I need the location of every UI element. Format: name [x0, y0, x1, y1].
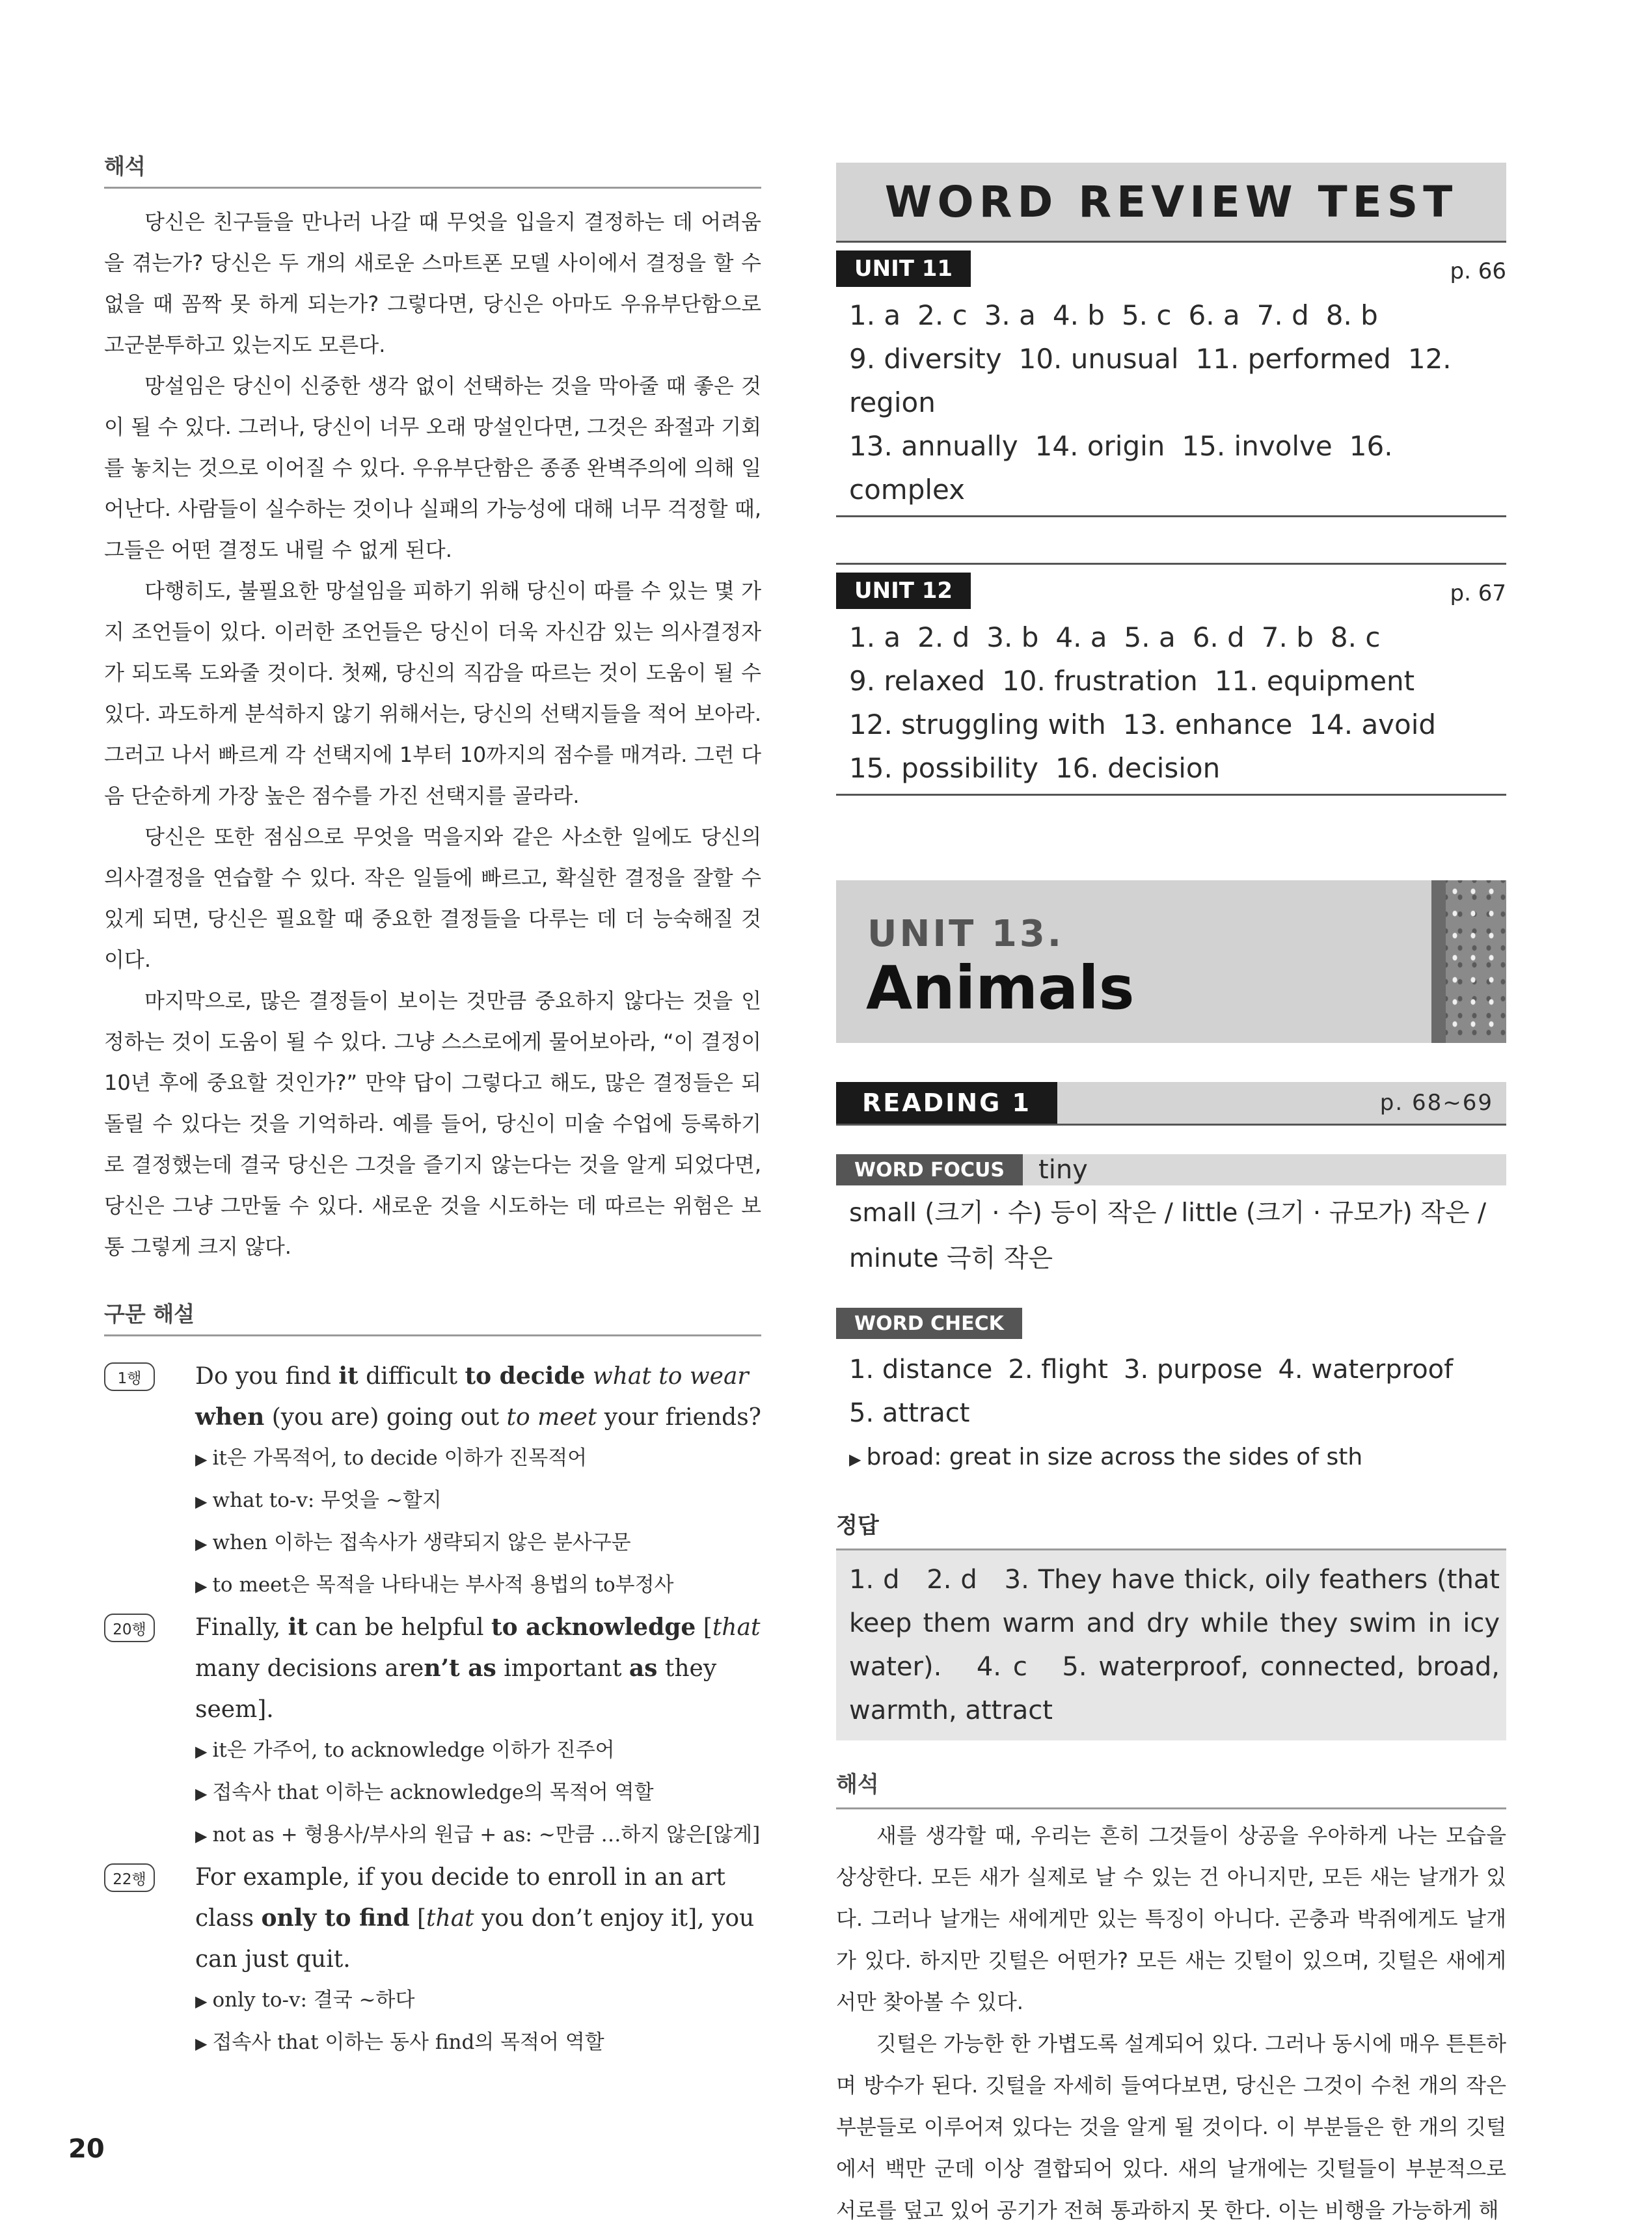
syntax-notes: [104, 1356, 761, 2064]
unit11-badge: UNIT 11: [836, 250, 971, 287]
reading-label: READING 1: [836, 1082, 1057, 1124]
note: ▶ it은 가주어, to acknowledge 이하가 진주어: [195, 1738, 615, 1762]
answers-box: 1. d 2. d 3. They have thick, oily feathers (that keep them warm and dry while they swim in icy water). 4. c 5. waterproof, connected, broad, warmth, attract: [836, 1550, 1506, 1740]
unit11-block: [836, 250, 1506, 517]
syntax-heading: 구문 해설: [104, 1297, 761, 1336]
note-line-22: [104, 1857, 761, 2064]
word-focus-tag: WORD FOCUS: [836, 1154, 1023, 1185]
example-sentence: Do you find it difficult to decide what to wear when (you are) going out to meet your friends?: [195, 1362, 761, 1431]
note: ▶ only to-v: 결국 ~하다: [195, 1988, 415, 2012]
note-line-20: [104, 1607, 761, 1857]
translation-text: [104, 202, 761, 1267]
note: ▶ to meet은 목적을 나타내는 부사적 용법의 to부정사: [195, 1573, 674, 1597]
note: ▶ not as + 형용사/부사의 원급 + as: ~만큼 …하지 않은[않게]: [195, 1823, 761, 1846]
reading-pages: p. 68~69: [1379, 1090, 1493, 1116]
reading-bar: [836, 1082, 1506, 1126]
line-badge: 1행: [104, 1362, 155, 1391]
line-badge: 22행: [104, 1863, 155, 1892]
note-line-1: [104, 1356, 761, 1607]
unit13-title: Animals: [866, 953, 1135, 1023]
unit12-badge: UNIT 12: [836, 573, 971, 609]
paragraph: 당신은 친구들을 만나러 나갈 때 무엇을 입을지 결정하는 데 어려움을 겪는가? 당신은 두 개의 새로운 스마트폰 모델 사이에서 결정을 할 수 없을 때 꼼짝 못 하게 되는가? 그렇다면, 당신은 아마도 우유부단함으로 고군분투하고 있는지도 모른다.: [104, 210, 761, 357]
unit13-banner: [836, 880, 1506, 1043]
page-number: 20: [68, 2134, 105, 2164]
paragraph: 당신은 또한 점심으로 무엇을 먹을지와 같은 사소한 일에도 당신의 의사결정을 연습할 수 있다. 작은 일들에 빠르고, 확실한 결정을 잘할 수 있게 되면, 당신은 필요할 때 중요한 결정들을 다루는 데 더 능숙해질 것이다.: [104, 824, 761, 972]
paragraph: 망설임은 당신이 신중한 생각 없이 선택하는 것을 막아줄 때 좋은 것이 될 수 있다. 그러나, 당신이 너무 오래 망설인다면, 그것은 좌절과 기회를 놓치는 것으로 이어질 수 있다. 우유부단함은 종종 완벽주의에 의해 일어난다. 사람들이 실수하는 것이나 실패의 가능성에 대해 너무 걱정할 때, 그들은 어떤 결정도 내릴 수 없게 된다.: [104, 373, 761, 562]
note: ▶ what to-v: 무엇을 ~할지: [195, 1489, 442, 1512]
unit11-answers: 1. a 2. c 3. a 4. b 5. c 6. a 7. d 8. b 9. diversity 10. unusual 11. performed 12. region 13. annually 14. origin 15. involve 16. complex: [849, 299, 1452, 506]
word-check-tag: WORD CHECK: [836, 1308, 1022, 1339]
left-column: [104, 150, 761, 2064]
translation-text-right: [836, 1815, 1506, 2231]
answers-heading: 정답: [836, 1508, 1506, 1550]
unit11-page: p. 66: [1450, 258, 1506, 284]
example-sentence: For example, if you decide to enroll in an art class only to find [that you don’t enjoy it], you can just quit.: [195, 1864, 755, 1973]
word-check-answers: 1. distance 2. flight 3. purpose 4. waterproof 5. attract: [849, 1355, 1454, 1428]
unit12-block: [836, 563, 1506, 796]
note: ▶ 접속사 that 이하는 동사 find의 목적어 역할: [195, 2031, 604, 2054]
note: ▶ when 이하는 접속사가 생략되지 않은 분사구문: [195, 1531, 631, 1554]
right-column: [836, 163, 1506, 2231]
paragraph: 마지막으로, 많은 결정들이 보이는 것만큼 중요하지 않다는 것을 인정하는 것이 도움이 될 수 있다. 그냥 스스로에게 물어보아라, “이 결정이 10년 후에 중요할 것인가?” 만약 답이 그렇다고 해도, 많은 결정들은 되돌릴 수 있다는 것을 기억하라. 예를 들어, 당신이 미술 수업에 등록하기로 결정했는데 결국 당신은 그것을 즐기지 않는다는 것을 알게 되었다면, 당신은 그냥 그만둘 수 있다. 새로운 것을 시도하는 데 따르는 위험은 보통 그렇게 크지 않다.: [104, 988, 761, 1259]
speckle-texture: [1431, 880, 1506, 1043]
focus-definition: small (크기 · 수) 등이 작은 / little (크기 · 규모가) 작은 / minute 극히 작은: [849, 1198, 1487, 1273]
translation-heading: 해석: [104, 150, 761, 189]
paragraph: 다행히도, 불필요한 망설임을 피하기 위해 당신이 따를 수 있는 몇 가지 조언들이 있다. 이러한 조언들은 당신이 더욱 자신감 있는 의사결정자가 되도록 도와줄 것이다. 첫째, 당신의 직감을 따르는 것이 도움이 될 수 있다. 과도하게 분석하지 않기 위해서는, 당신의 선택지들을 적어 보아라. 그러고 나서 빠르게 각 선택지에 1부터 10까지의 점수를 매겨라. 그런 다음 단순하게 가장 높은 점수를 가진 선택지를 골라라.: [104, 578, 761, 808]
example-sentence: Finally, it can be helpful to acknowledge [that many decisions aren’t as important as they seem].: [195, 1614, 761, 1723]
translation-heading-right: 해석: [836, 1766, 1506, 1809]
unit12-page: p. 67: [1450, 580, 1506, 606]
word-check-note: ▶ broad: great in size across the sides of sth: [849, 1444, 1363, 1470]
unit12-answers: 1. a 2. d 3. b 4. a 5. a 6. d 7. b 8. c 9. relaxed 10. frustration 11. equipment 12. struggling with 13. enhance 14. avoid 15. possibility 16. decision: [849, 621, 1437, 784]
paragraph: 새를 생각할 때, 우리는 흔히 그것들이 상공을 우아하게 나는 모습을 상상한다. 모든 새가 실제로 날 수 있는 건 아니지만, 모든 새는 날개가 있다. 그러나 날개는 새에게만 있는 특징이 아니다. 곤충과 박쥐에게도 날개가 있다. 하지만 깃털은 어떤가? 모든 새는 깃털이 있으며, 깃털은 새에게서만 찾아볼 수 있다.: [836, 1823, 1506, 2014]
note: ▶ it은 가목적어, to decide 이하가 진목적어: [195, 1446, 588, 1470]
unit13-label: UNIT 13.: [867, 913, 1064, 955]
word-focus-row: [836, 1154, 1506, 1185]
word-review-title: WORD REVIEW TEST: [836, 163, 1506, 243]
paragraph: 깃털은 가능한 한 가볍도록 설계되어 있다. 그러나 동시에 매우 튼튼하며 방수가 된다. 깃털을 자세히 들여다보면, 당신은 그것이 수천 개의 작은 부분들로 이루어져 있다는 것을 알게 될 것이다. 이 부분들은 한 개의 깃털에서 백만 군데 이상 결합되어 있다. 새의 날개에는 깃털들이 부분적으로 서로를 덮고 있어 공기가 전혀 통과하지 못 한다. 이는 비행을 가능하게 해: [836, 2031, 1506, 2223]
note: ▶ 접속사 that 이하는 acknowledge의 목적어 역할: [195, 1781, 654, 1804]
focus-word: tiny: [1038, 1155, 1088, 1185]
line-badge: 20행: [104, 1614, 155, 1642]
